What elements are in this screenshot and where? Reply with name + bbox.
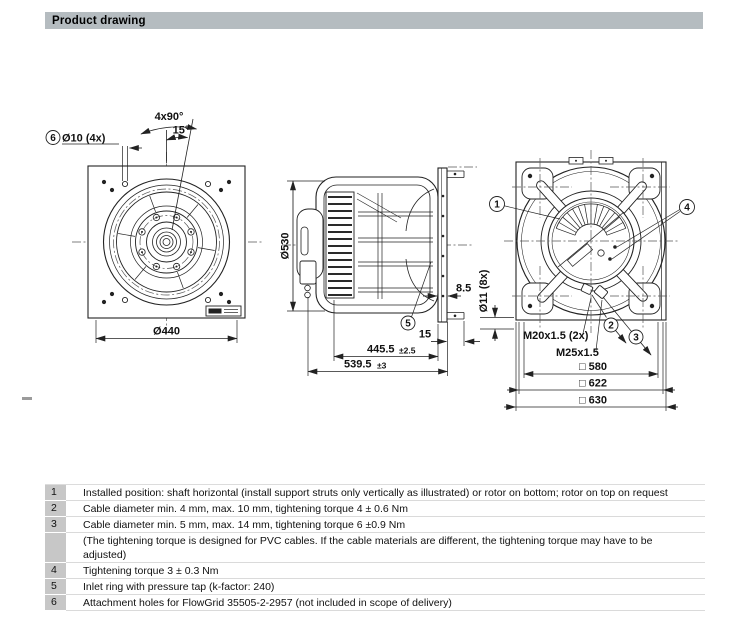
label-m25: M25x1.5 (556, 347, 599, 359)
callout-3-number: 3 (633, 332, 639, 344)
dim-label-4x90: 4x90° (154, 111, 184, 123)
row-number (45, 533, 66, 563)
table-row (45, 501, 705, 517)
table-row (45, 485, 705, 501)
dim-label-15deg: 15° (172, 124, 190, 137)
table-row (45, 563, 705, 579)
callout-4-number: 4 (684, 202, 690, 214)
dim-label-445-5: 445.5 (367, 343, 395, 356)
table-row (45, 533, 705, 563)
side-view (280, 167, 481, 376)
row-number: 1 (45, 485, 66, 501)
callout-2-number: 2 (608, 320, 614, 332)
row-text: Cable diameter min. 4 mm, max. 10 mm, tightening torque 4 ± 0.6 Nm (66, 501, 705, 517)
dim-label-8-5: 8.5 (456, 282, 472, 295)
dim-label-622: □ 622 (578, 377, 608, 390)
front-nameplate (206, 306, 241, 316)
front-dim-diameter-440 (96, 320, 237, 343)
table-row (45, 595, 705, 611)
dim-tol-539-5: ±3 (377, 360, 387, 371)
callout-6-number: 6 (50, 133, 56, 144)
side-wall-plate (438, 167, 477, 322)
row-text: Attachment holes for FlowGrid 35505-2-2957 (not included in scope of delivery) (66, 595, 705, 611)
side-dim-15 (419, 321, 480, 346)
dim-label-539-5: 539.5 (344, 358, 372, 371)
table-row (45, 517, 705, 533)
rear-view (478, 150, 695, 411)
dim-label-15: 15 (418, 328, 432, 341)
dim-label-440: Ø440 (153, 325, 180, 338)
dim-label-530: Ø530 (279, 232, 292, 260)
dim-label-o11: Ø11 (8x) (478, 269, 490, 313)
section-title: Product drawing (52, 14, 146, 27)
dim-label-630: □ 630 (578, 394, 608, 407)
row-text: (The tightening torque is designed for PVC cables. If the cable materials are different, the tightening torque may have to be adjusted) (66, 533, 705, 563)
label-m20: M20x1.5 (2x) (523, 330, 589, 342)
dim-label-o10: Ø10 (4x) (62, 132, 106, 145)
row-text: Inlet ring with pressure tap (k-factor: 240) (66, 579, 705, 595)
notes-table (45, 484, 705, 611)
row-text: Installed position: shaft horizontal (install support struts only vertically as illustrated) or rotor on bottom; rotor on top on request (66, 485, 705, 501)
callout-1-number: 1 (494, 199, 500, 211)
side-motor-heatsink (326, 192, 354, 298)
dim-label-580: □ 580 (578, 361, 608, 373)
row-text: Cable diameter min. 5 mm, max. 14 mm, tightening torque 6 ±0.9 Nm (66, 517, 705, 533)
front-view (46, 111, 262, 343)
row-text: Tightening torque 3 ± 0.3 Nm (66, 563, 705, 579)
row-number: 4 (45, 563, 66, 579)
table-row (45, 579, 705, 595)
row-number: 3 (45, 517, 66, 533)
rear-dim-o11 (478, 269, 514, 341)
row-number: 2 (45, 501, 66, 517)
callout-5-number: 5 (405, 318, 411, 330)
row-number: 5 (45, 579, 66, 595)
row-number: 6 (45, 595, 66, 611)
dim-tol-445-5: ±2.5 (399, 345, 416, 356)
